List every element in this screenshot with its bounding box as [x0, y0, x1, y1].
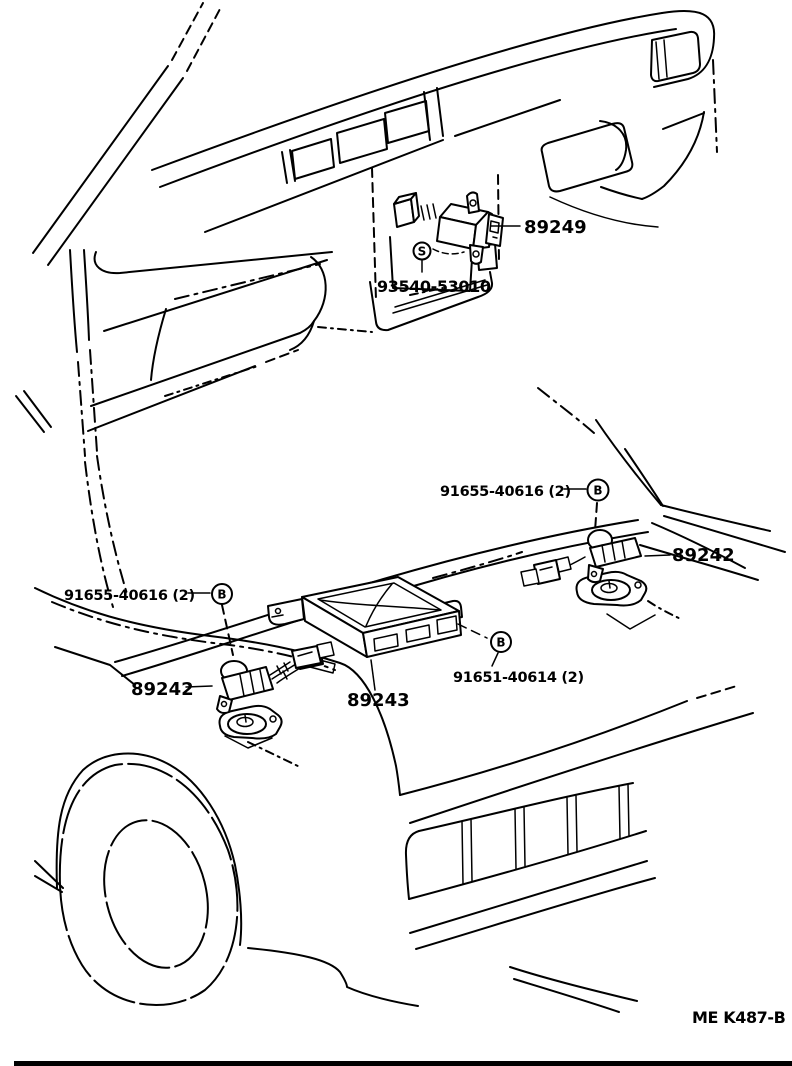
fender-arch — [57, 754, 242, 945]
bolt-center-marker: B — [496, 635, 506, 650]
glove-box — [542, 123, 658, 227]
sensor-left-callout — [131, 679, 212, 700]
bolt-left-marker: B — [217, 587, 227, 602]
label-sensor-right: 89242 — [672, 545, 735, 566]
label-bolt-center: 91651-40614 (2) — [453, 670, 584, 686]
bumper — [410, 861, 655, 1012]
bolt-top-callout — [440, 480, 609, 501]
tire — [60, 764, 238, 1005]
bolt-center-callout — [453, 624, 584, 686]
interior-view — [16, 3, 717, 456]
seat-outline — [600, 112, 704, 199]
label-bolt-left: 91655-40616 (2) — [64, 588, 195, 604]
label-ecu: 89243 — [347, 690, 410, 711]
front-wheel — [35, 754, 418, 1006]
front-sensor-right-89242 — [521, 503, 683, 629]
vent-row — [282, 88, 443, 183]
sensor-mount-left — [220, 706, 303, 768]
pillar-phantom-left — [85, 456, 128, 607]
door-panel — [16, 252, 332, 432]
screw-marker — [414, 243, 465, 273]
dashboard-top — [152, 11, 717, 232]
label-sensor-left: 89242 — [131, 679, 194, 700]
screw-marker-letter: S — [417, 244, 427, 259]
sensor-right-callout — [645, 545, 735, 566]
bolt-top-marker: B — [593, 483, 603, 498]
drawing-code: ME K487-B — [692, 1008, 786, 1027]
exterior-view — [35, 388, 785, 1012]
bottom-bar — [14, 1061, 792, 1066]
pillar-phantom-right — [538, 388, 594, 433]
label-bolt-top: 91655-40616 (2) — [440, 484, 571, 500]
front-fascia — [400, 685, 753, 1012]
front-sensor-left-89242 — [217, 605, 334, 768]
wheel-opening — [89, 809, 222, 979]
ecu-callout — [347, 660, 410, 711]
rocker-line — [248, 948, 418, 1006]
bolt-left-callout — [64, 584, 232, 604]
label-screw: 93540-53010 — [377, 277, 491, 296]
grille — [406, 783, 646, 899]
label-relay: 89249 — [524, 217, 587, 238]
bumper-end — [35, 861, 63, 892]
